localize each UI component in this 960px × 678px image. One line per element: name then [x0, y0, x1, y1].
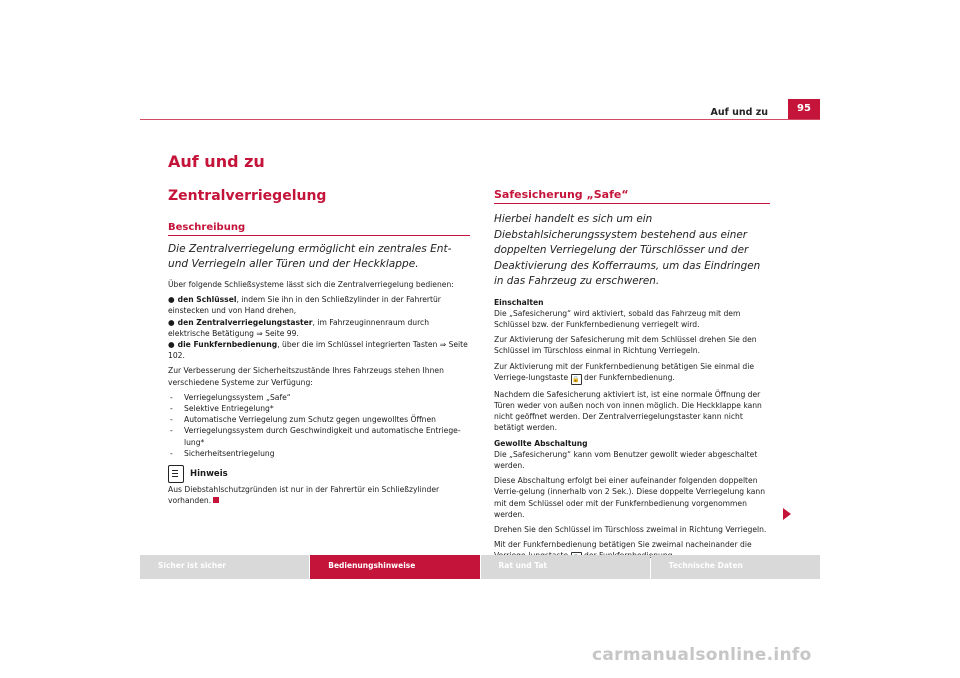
- footer-tab-technische-daten[interactable]: Technische Daten: [651, 555, 820, 579]
- list-item: - Selektive Entriegelung*: [168, 403, 470, 414]
- note-text: [168, 484, 470, 506]
- list-item: - Verriegelungssystem durch Geschwindigkeit und automatische Entriege-lung*: [168, 425, 470, 447]
- paragraph: Zur Verbesserung der Sicherheitszustände Ihres Fahrzeugs stehen Ihnen verschiedene Systeme zur Verfügung:: [168, 366, 444, 387]
- paragraph-text: Mit der Funkfernbedienung betätigen Sie zweimal nacheinander die: [494, 540, 752, 550]
- note-header: [168, 465, 470, 483]
- watermark: carmanualsonline.info: [592, 645, 812, 665]
- lead-text: Die Zentralverriegelung ermöglicht ein zentrales Ent- und Verriegeln aller Türen und der Heckklappe.: [168, 243, 452, 270]
- lead-text: Hierbei handelt es sich um ein Diebstahlsicherungssystem bestehend aus einer doppelten Verriegelung der Türschlösser und der Deaktivierung des Kofferraums, um das Eindringen in das Fahrzeug zu erschweren.: [494, 213, 761, 287]
- paragraph: Diese Abschaltung erfolgt bei einer aufeinander folgenden doppelten Verrie-gelung (innerhalb von 2 Sek.). Diese doppelte Verriegelung kann mit dem Schlüssel oder mit der Funkfernbedienung vorgenommen werden.: [494, 476, 766, 519]
- paragraph-text: der Funkfernbedienung.: [584, 372, 675, 382]
- end-of-section-icon: [213, 497, 219, 503]
- note-text-content: Aus Diebstahlschutzgründen ist nur in der Fahrertür ein Schließzylinder vorhanden.: [168, 485, 440, 506]
- list-item: [168, 294, 470, 316]
- footer-tab-rat-und-tat[interactable]: Rat und Tat: [481, 555, 650, 579]
- next-page-arrow-icon[interactable]: [783, 508, 791, 520]
- dash-list: [168, 392, 470, 459]
- running-header-title: Auf und zu: [710, 107, 768, 118]
- list-item-text: , indem Sie ihn in den Schließzylinder in der Fahrertür einstecken und von Hand drehen,: [168, 295, 441, 316]
- bullet-list: [168, 294, 470, 361]
- list-item-text: , über die im Schlüssel integrierten Tasten ⇒ Seite 102.: [168, 340, 468, 361]
- paragraph: Nachdem die Safesicherung aktiviert ist, ist eine normale Öffnung der Türen weder von außen noch von innen möglich. Die Heckklappe kann nicht geöffnet werden. Der Zentralverriegelungstaster kann nicht betätigt werden.: [494, 389, 762, 433]
- bullet-icon: ●: [168, 340, 175, 350]
- paragraph: Drehen Sie den Schlüssel im Türschloss zweimal in Richtung Verriegeln.: [494, 524, 767, 534]
- note-icon: [168, 465, 184, 483]
- list-item-bold: den Schlüssel: [177, 295, 237, 305]
- paragraph: Die „Safesicherung“ kann vom Benutzer gewollt wieder abgeschaltet werden.: [494, 449, 758, 470]
- footer-nav: [140, 555, 820, 579]
- header-rule: [140, 119, 820, 120]
- right-column: [494, 188, 770, 567]
- subheading-abschaltung: Gewollte Abschaltung: [494, 438, 588, 448]
- lock-key-icon: 🔒: [572, 375, 580, 383]
- paragraph: [494, 361, 770, 385]
- footer-tab-sicher[interactable]: Sicher ist sicher: [140, 555, 309, 579]
- chapter-title: Auf und zu: [168, 152, 265, 171]
- footer-tab-bedienungshinweise[interactable]: Bedienungshinweise: [310, 555, 479, 579]
- list-item: - Sicherheitsentriegelung: [168, 448, 470, 459]
- subsection-title-beschreibung: Beschreibung: [168, 222, 470, 236]
- paragraph-text: Zur Aktivierung mit der Funkfernbedienung betätigen Sie einmal die Verriege-lungstaste: [494, 361, 755, 382]
- bullet-icon: ●: [168, 317, 175, 327]
- list-item-bold: den Zentralverriegelungstaster: [177, 317, 313, 327]
- list-item: [168, 339, 470, 361]
- page-number: 95: [788, 99, 820, 119]
- list-item-bold: die Funkfernbedienung: [177, 340, 278, 350]
- list-item-text: , im Fahrzeuginnenraum durch elektrische Betätigung ⇒ Seite 99.: [168, 317, 430, 338]
- section-title: Zentralverriegelung: [168, 188, 327, 204]
- paragraph: Die „Safesicherung“ wird aktiviert, sobald das Fahrzeug mit dem Schlüssel bzw. der Funkfernbedienung verriegelt wird.: [494, 308, 741, 329]
- subsection-title-safe: Safesicherung „Safe“: [494, 188, 770, 204]
- subheading-einschalten: Einschalten: [494, 297, 544, 307]
- paragraph: Über folgende Schließsysteme lässt sich die Zentralverriegelung bedienen:: [168, 280, 454, 289]
- list-item: - Verriegelungssystem „Safe“: [168, 392, 470, 403]
- paragraph: Zur Aktivierung der Safesicherung mit dem Schlüssel drehen Sie den Schlüssel im Türschloss einmal in Richtung Verriegeln.: [494, 335, 757, 356]
- left-column: [168, 222, 470, 510]
- bullet-icon: ●: [168, 295, 175, 305]
- list-item: [168, 317, 470, 339]
- note-title: Hinweis: [190, 469, 228, 480]
- list-item: - Automatische Verriegelung zum Schutz gegen ungewolltes Öffnen: [168, 414, 470, 425]
